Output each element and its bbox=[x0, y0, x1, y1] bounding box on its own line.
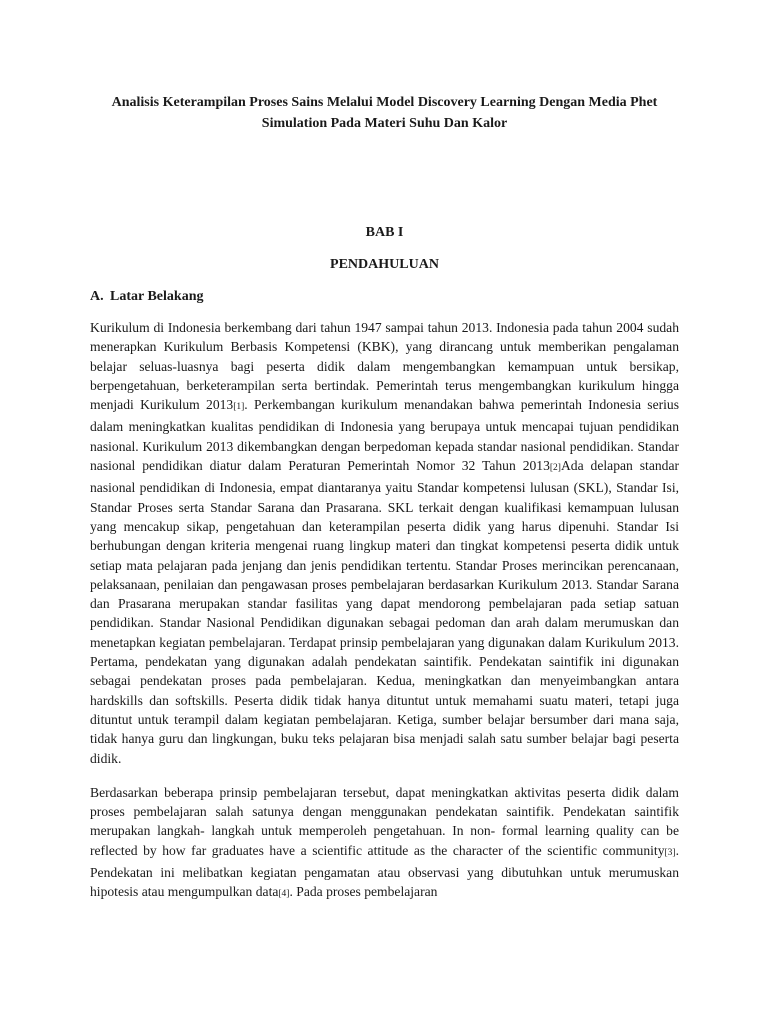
body-paragraph-1 bbox=[90, 318, 679, 768]
paragraph-1-text-c: Ada delapan standar nasional pendidikan di Indonesia, empat diantaranya yaitu Standar kompetensi lulusan (SKL), Standar Isi, Standar Proses serta Standar Sarana dan Prasarana. SKL terkait dengan kualifikasi kemampuan lulusan yang mencakup sikap, pengetahuan dan keterampilan peserta didik yang harus dipenuhi. Standar Isi berhubungan dengan kriteria mengenai ruang lingkup materi dan tingkat kompetensi peserta didik untuk setiap mata pelajaran pada jenjang dan jenis pendidikan tertentu. Standar Proses merincikan perencanaan, pelaksanaan, penilaian dan pengawasan proses pembelajaran berdasarkan Kurikulum 2013. Standar Sarana dan Prasarana merupakan standar fasilitas yang dapat mendorong pembelajaran pada setiap satuan pendidikan. Standar Nasional Pendidikan digunakan sebagai pedoman dan arah dalam merumuskan dan menetapkan kegiatan pembelajaran. Terdapat prinsip pembelajaran yang digunakan dalam Kurikulum 2013. Pertama, pendekatan yang digunakan adalah pendekatan saintifik. Pendekatan saintifik ini digunakan sebagai pendekatan proses pada pembelajaran. Kedua, meningkatkan dan menyeimbangkan antara hardskills dan softskills. Peserta didik tidak hanya dituntut untuk memahami suatu materi, tetapi juga dituntut untuk terampil dalam kegiatan pembelajaran. Ketiga, sumber belajar bersumber dari mana saja, tidak hanya guru dan lingkungan, buku teks pelajaran bisa menjadi salah satu sumber belajar bagi peserta didik. bbox=[90, 458, 680, 766]
body-paragraph-2 bbox=[90, 783, 679, 905]
section-letter: A. bbox=[90, 289, 104, 304]
chapter-title: PENDAHULUAN bbox=[330, 257, 439, 272]
section-heading bbox=[90, 288, 679, 306]
chapter-number: BAB I bbox=[365, 225, 404, 240]
paragraph-2-text-c: . Pada proses pembelajaran bbox=[289, 884, 438, 900]
document-page bbox=[90, 92, 679, 905]
paragraph-1-text-b: . Perkembangan kurikulum menandakan bahwa pemerintah Indonesia serius dalam meningkatkan kualitas pendidikan di Indonesia yang berupaya untuk mencapai tujuan pendidikan nasional. Kurikulum 2013 dikembangkan dengan berpedoman kepada standar nasional pendidikan. Standar nasional pendidikan diatur dalam Peraturan Pemerintah Nomor 32 Tahun 2013 bbox=[90, 397, 680, 474]
paragraph-2-text-a: Berdasarkan beberapa prinsip pembelajaran tersebut, dapat meningkatkan aktivitas peserta didik dalam proses pembelajaran salah satunya dengan menggunakan pendekatan saintifik. Pendekatan saintifik merupakan langkah- langkah untuk memperoleh pengetahuan. In non- formal learning quality can be reflected by how far graduates have a scientific attitude as the character of the scientific community bbox=[90, 784, 679, 858]
section-title: Latar Belakang bbox=[110, 289, 204, 304]
citation-2: [2] bbox=[549, 463, 561, 474]
citation-3: [3] bbox=[664, 847, 676, 858]
paragraph-2-text-b: . Pendekatan ini melibatkan kegiatan pengamatan atau observasi yang dibutuhkan untuk merumuskan hipotesis atau mengumpulkan data bbox=[90, 842, 679, 900]
citation-1: [1] bbox=[233, 402, 245, 413]
citation-4: [4] bbox=[278, 889, 290, 900]
paragraph-1-text-a: Kurikulum di Indonesia berkembang dari tahun 1947 sampai tahun 2013. Indonesia pada tahun 2004 sudah menerapkan Kurikulum Berbasis Kompetensi (KBK), yang dirancang untuk memberikan pengalaman belajar seluas-luasnya bagi peserta didik dalam mengembangkan kemampuan untuk bersikap, berpengetahuan, berketerampilan serta bertindak. Pemerintah terus mengembangkan kurikulum hingga menjadi Kurikulum 2013 bbox=[90, 320, 679, 413]
document-title: Analisis Keterampilan Proses Sains Melalui Model Discovery Learning Dengan Media Phet Simulation Pada Materi Suhu Dan Kalor bbox=[111, 95, 658, 131]
